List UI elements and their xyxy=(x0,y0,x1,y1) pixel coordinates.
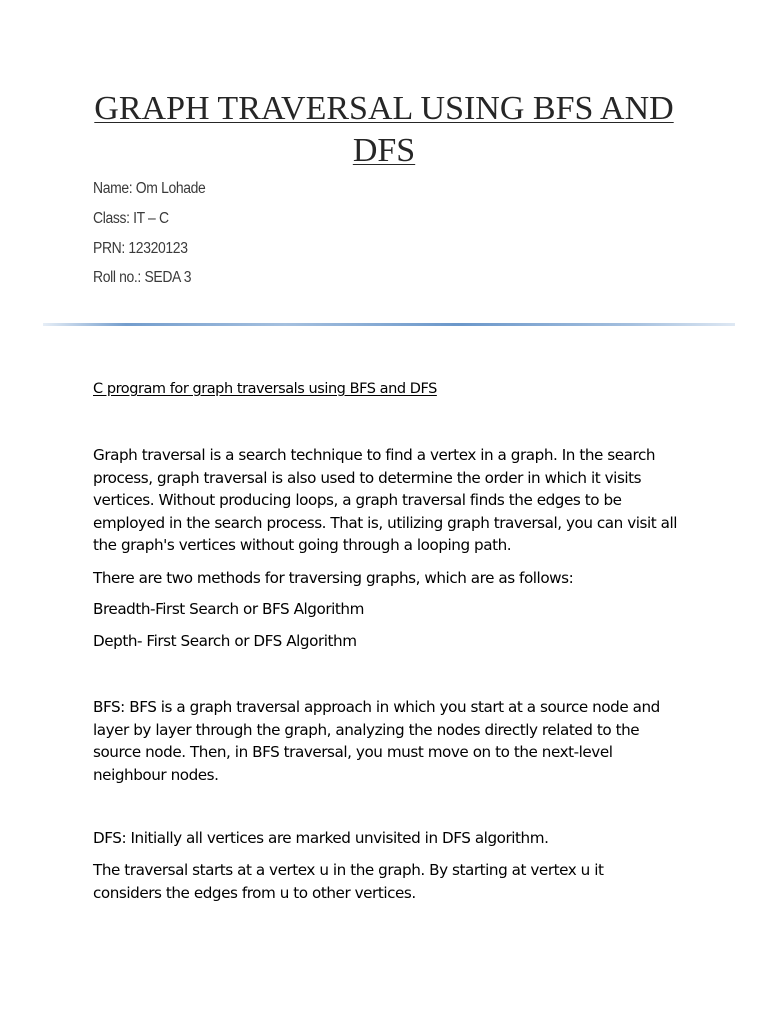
section-subheading: C program for graph traversals using BFS and DFS xyxy=(93,381,437,397)
method-dfs: Depth- First Search or DFS Algorithm xyxy=(93,632,357,650)
methods-intro: There are two methods for traversing graphs, which are as follows: xyxy=(93,569,574,587)
dfs-paragraph: The traversal starts at a vertex u in the graph. By starting at vertex u it considers the edges from u to other vertices. xyxy=(93,861,604,902)
dfs-intro-line: DFS: Initially all vertices are marked unvisited in DFS algorithm. xyxy=(93,829,549,847)
section-divider xyxy=(43,323,735,326)
method-bfs: Breadth-First Search or BFS Algorithm xyxy=(93,600,364,618)
intro-paragraph: Graph traversal is a search technique to find a vertex in a graph. In the search process, graph traversal is also used to determine the order in which it visits vertices. Without producing loops, a graph traversal finds the edges to be employed in the search process. That is, utilizing graph traversal, you can visit all the graph's vertices without going through a looping path. xyxy=(93,446,678,555)
document-title: GRAPH TRAVERSAL USING BFS AND DFS xyxy=(94,90,674,169)
bfs-paragraph: BFS: BFS is a graph traversal approach in which you start at a source node and layer by layer through the graph, analyzing the nodes directly related to the source node. Then, in BFS traversal, you must move on to the next-level neighbour nodes. xyxy=(93,698,660,784)
student-name: Name: Om Lohade xyxy=(93,180,206,197)
student-prn: PRN: 12320123 xyxy=(93,240,188,257)
student-class: Class: IT – C xyxy=(93,210,169,227)
student-roll-no: Roll no.: SEDA 3 xyxy=(93,269,192,286)
